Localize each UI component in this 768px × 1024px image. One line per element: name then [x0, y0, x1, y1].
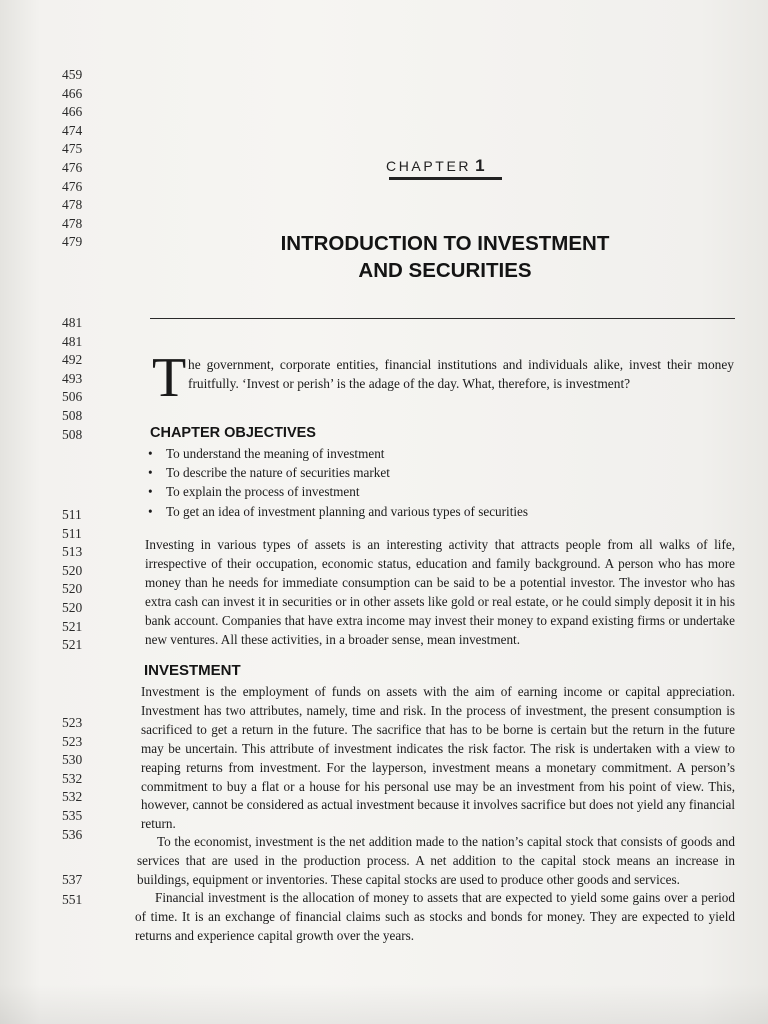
- economist-paragraph: To the economist, investment is the net addition made to the nation’s capital stock that consists of goods and services that are used in the production process. A net addition to the capital stock means an increase in buildings, equipment or inventories. These capital stocks are used to produce other goods and services.: [137, 834, 735, 887]
- margin-number: 513: [62, 544, 83, 560]
- investing-paragraph: Investing in various types of assets is an interesting activity that attracts people from all walks of life, irrespective of their occupation, economic status, education and family background. A person who has more money than he needs for immediate consumption can be said to be a potential investor. The investor who has extra cash can invest it in securities or in other assets like gold or real estate, or he could simply deposit it in his bank account. Companies that have extra income may invest their money to expand existing firms or undertake new ventures. All these activities, in a broader sense, mean investment.: [145, 537, 735, 647]
- margin-number: 478: [62, 215, 83, 231]
- chapter-label: [386, 156, 485, 176]
- chapter-title-line: AND SECURITIES: [358, 259, 532, 282]
- margin-number: 523: [62, 733, 83, 749]
- margin-number: 475: [62, 141, 83, 157]
- financial-investment-paragraph: Financial investment is the allocation of money to assets that are expected to yield some gains over a period of time. It is an exchange of financial claims such as stocks and bonds for money. They are expected to yield returns and experience capital growth over the years.: [135, 890, 735, 943]
- margin-number: 520: [62, 599, 83, 615]
- intro-paragraph: he government, corporate entities, financial institutions and individuals alike, invest their money fruitfully. ‘Invest or perish’ is the adage of the day. What, therefore, is investment?: [188, 357, 734, 391]
- investment-paragraph: Investment is the employment of funds on assets with the aim of earning income or capital appreciation. Investment has two attributes, namely, time and risk. In the process of investment, the present consumption is sacrificed to get a return in the future. The sacrifice that has to be borne is certain but the return in the future may be uncertain. This attribute of investment indicates the risk factor. The risk is undertaken with a view to reaping returns from investment. For the layperson, investment means a monetary commitment. A person’s commitment to buy a flat or a house for his personal use may be an investment from his point of view. This, however, cannot be considered as actual investment because it involves sacrifice but does not yield any financial return.: [141, 684, 735, 832]
- margin-number: 511: [62, 525, 82, 541]
- margin-number: 521: [62, 637, 83, 653]
- margin-page-numbers: [62, 870, 102, 910]
- chapter-title: [200, 230, 690, 284]
- margin-number: 532: [62, 789, 83, 805]
- chapter-number: 1: [475, 156, 485, 175]
- margin-number: 481: [62, 333, 83, 349]
- margin-number: 476: [62, 178, 83, 194]
- chapter-underline: [389, 177, 502, 180]
- margin-page-numbers: [62, 714, 102, 844]
- margin-number: 493: [62, 370, 83, 386]
- margin-page-numbers: [62, 314, 102, 444]
- page-bottom-shadow: [0, 984, 768, 1024]
- margin-number: 476: [62, 159, 83, 175]
- margin-number: 478: [62, 197, 83, 213]
- margin-number: 551: [62, 892, 83, 907]
- margin-number: 537: [62, 872, 83, 887]
- margin-number: 530: [62, 752, 83, 768]
- margin-number: 520: [62, 562, 83, 578]
- drop-cap: T: [152, 347, 187, 409]
- objectives-list: [148, 444, 668, 521]
- margin-number: 479: [62, 234, 83, 250]
- objective-item: • To get an idea of investment planning and various types of securities: [148, 502, 668, 521]
- margin-number: 508: [62, 407, 83, 423]
- objective-item: • To explain the process of investment: [148, 482, 668, 501]
- margin-number: 523: [62, 715, 83, 730]
- objective-item: • To describe the nature of securities market: [148, 463, 668, 482]
- margin-number: 521: [62, 618, 83, 634]
- margin-page-numbers: [62, 66, 102, 252]
- margin-number: 508: [62, 426, 83, 442]
- title-divider: [150, 318, 735, 319]
- margin-number: 532: [62, 770, 83, 786]
- margin-number: 466: [62, 104, 83, 120]
- chapter-title-line: INTRODUCTION TO INVESTMENT: [280, 232, 610, 255]
- margin-number: 466: [62, 85, 83, 101]
- margin-number: 520: [62, 581, 83, 597]
- margin-number: 492: [62, 352, 83, 368]
- margin-number: 536: [62, 826, 83, 842]
- margin-number: 481: [62, 315, 83, 330]
- margin-number: 511: [62, 507, 82, 522]
- chapter-word: CHAPTER: [386, 158, 472, 174]
- margin-page-numbers: [62, 506, 102, 655]
- margin-number: 474: [62, 122, 83, 138]
- objectives-heading: CHAPTER OBJECTIVES: [150, 425, 316, 441]
- margin-number: 459: [62, 67, 83, 82]
- margin-number: 506: [62, 389, 83, 405]
- investment-heading: INVESTMENT: [144, 662, 241, 679]
- margin-number: 535: [62, 807, 83, 823]
- objective-item: • To understand the meaning of investment: [148, 444, 668, 463]
